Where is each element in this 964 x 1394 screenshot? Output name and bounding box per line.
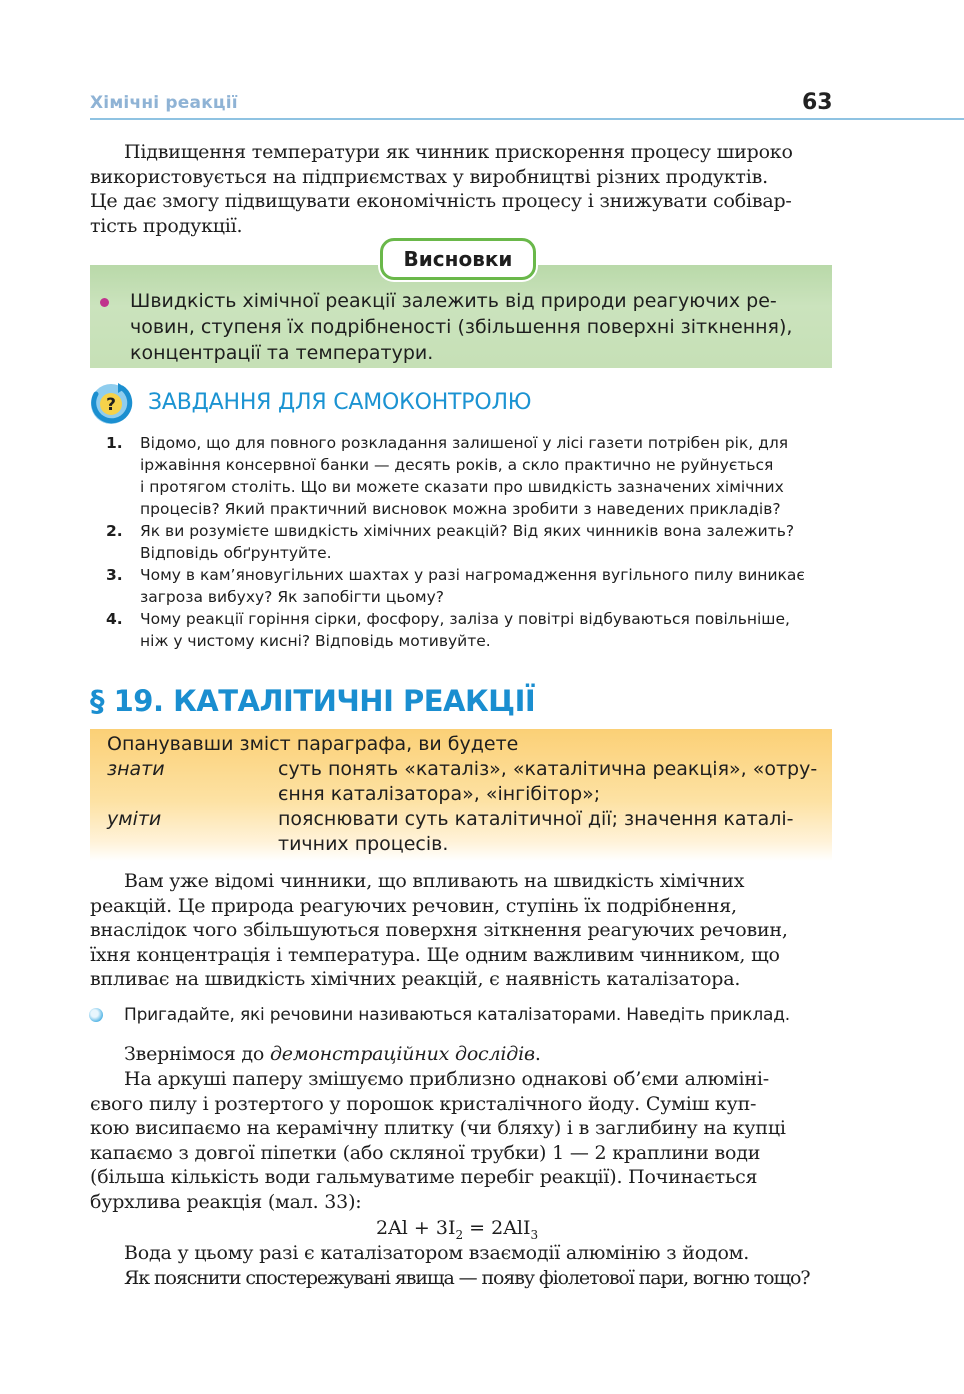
text-line: Як пояснити спостережувані явища — появу фіолетової пари, вогню тощо?	[124, 1266, 810, 1289]
self-control-heading: ЗАВДАННЯ ДЛЯ САМОКОНТРОЛЮ	[148, 390, 532, 415]
text-line: процесів? Який практичний висновок можна зробити з наведених прикладів?	[140, 500, 781, 518]
text-line: Вода у цьому разі є каталізатором взаємодії алюмінію з йодом.	[124, 1242, 750, 1264]
text-line: пояснювати суть каталітичної дії; значення каталі-	[278, 808, 794, 830]
text-line: Як ви розумієте швидкість хімічних реакцій? Від яких чинників вона залежить?	[140, 522, 795, 540]
text-line: Відповідь обґрунтуйте.	[140, 544, 332, 562]
text-line: Чому в кам’яновугільних шахтах у разі нагромадження вугільного пилу виникає	[140, 566, 805, 584]
equation-part: 2Al + 3I	[376, 1217, 456, 1239]
demo-intro	[90, 1042, 832, 1067]
demo-emphasis: демонстраційних дослідів	[269, 1043, 535, 1065]
text-line: тість продукції.	[90, 214, 243, 237]
text-line: Підвищення температури як чинник прискорення процесу широко	[124, 141, 793, 163]
section-title: § 19. КАТАЛІТИЧНІ РЕАКЦІЇ	[90, 684, 536, 718]
svg-text:?: ?	[106, 395, 116, 415]
chemical-equation	[376, 1217, 538, 1242]
text-line: іржавіння консервної банки — десять років, а скло практично не руйнується	[140, 456, 774, 474]
text-line: використовується на підприємствах у виробництві різних продуктів.	[90, 165, 768, 188]
text-line: бурхлива реакція (мал. 33):	[90, 1190, 362, 1213]
experiment-paragraph	[90, 1067, 832, 1214]
objective-label-skill: уміти	[107, 808, 162, 830]
intro-paragraph	[90, 140, 832, 238]
text-line: їхня концентрація і температура. Ще одним важливим чинником, що	[90, 943, 780, 966]
text-line: впливає на швидкість хімічних реакцій, є наявність каталізатора.	[90, 968, 741, 990]
text-line: тичних процесів.	[278, 833, 449, 855]
text-line: кою висипаємо на керамічну плитку (чи бляху) і в заглибину на купці	[90, 1117, 786, 1139]
running-header: Хімічні реакції	[90, 93, 238, 113]
list-item	[100, 520, 832, 564]
objective-know-text	[278, 757, 818, 807]
bullet-dot-icon	[100, 298, 109, 307]
task-number: 1.	[106, 434, 123, 452]
demo-prefix: Звернімося до	[124, 1043, 270, 1065]
list-item	[100, 432, 832, 520]
page-number: 63	[802, 90, 833, 115]
conclusions-title: Висновки	[380, 238, 536, 280]
text-line: Вам уже відомі чинники, що впливають на швидкість хімічних	[124, 870, 745, 892]
equation-part: = 2AlI	[463, 1217, 531, 1239]
text-line: човин, ступеня їх подрібненості (збільшення поверхні зіткнення),	[130, 316, 793, 338]
question-mark-icon	[88, 380, 134, 426]
text-line: Швидкість хімічної реакції залежить від природи реагуючих ре-	[130, 290, 777, 312]
conclusions-text	[130, 288, 820, 366]
text-line: суть понять «каталіз», «каталітична реакція», «отру-	[278, 758, 818, 780]
text-line: євого пилу і розтертого у порошок кристалічного йоду. Суміш куп-	[90, 1092, 757, 1115]
equation-subscript: 2	[455, 1227, 464, 1242]
task-list	[100, 432, 832, 652]
text-line: Це дає змогу підвищувати економічність процесу і знижувати собівар-	[90, 190, 792, 212]
header-rule	[90, 118, 964, 120]
text-line: капаємо з довгої піпетки (або скляної трубки) 1 — 2 краплини води	[90, 1141, 761, 1164]
list-item	[100, 608, 832, 652]
text-line: реакцій. Це природа реагуючих речовин, ступінь їх подрібнення,	[90, 894, 737, 917]
recall-prompt: Пригадайте, які речовини називаються каталізаторами. Наведіть приклад.	[124, 1005, 790, 1025]
task-number: 3.	[106, 566, 123, 584]
task-number: 2.	[106, 522, 123, 540]
text-line: На аркуші паперу змішуємо приблизно однакові об’єми алюміні-	[124, 1068, 769, 1090]
text-line: єння каталізатора», «інгібітор»;	[278, 783, 601, 805]
text-line: Відомо, що для повного розкладання залишеної у лісі газети потрібен рік, для	[140, 434, 789, 452]
text-line: Чому реакції горіння сірки, фосфору, заліза у повітрі відбуваються повільніше,	[140, 610, 790, 628]
demo-suffix: .	[534, 1043, 541, 1065]
text-line: і протягом століть. Що ви можете сказати про швидкість зазначених хімічних	[140, 478, 784, 496]
objective-label-know: знати	[107, 758, 165, 780]
list-item	[100, 564, 832, 608]
text-line: ніж у чистому кисні? Відповідь мотивуйте.	[140, 632, 491, 650]
factors-paragraph	[90, 869, 832, 992]
objectives-intro: Опанувавши зміст параграфа, ви будете	[107, 733, 519, 755]
text-line: концентрації та температури.	[130, 342, 434, 364]
closing-paragraph	[90, 1241, 832, 1290]
text-line: внаслідок чого збільшуються поверхня зіткнення реагуючих речовин,	[90, 919, 788, 941]
objective-skill-text	[278, 807, 818, 857]
task-number: 4.	[106, 610, 123, 628]
recall-bullet-icon	[89, 1008, 103, 1022]
text-line: (більша кількість води гальмуватиме перебіг реакції). Починається	[90, 1166, 758, 1188]
text-line: загроза вибуху? Як запобігти цьому?	[140, 588, 445, 606]
equation-subscript: 3	[530, 1227, 539, 1242]
